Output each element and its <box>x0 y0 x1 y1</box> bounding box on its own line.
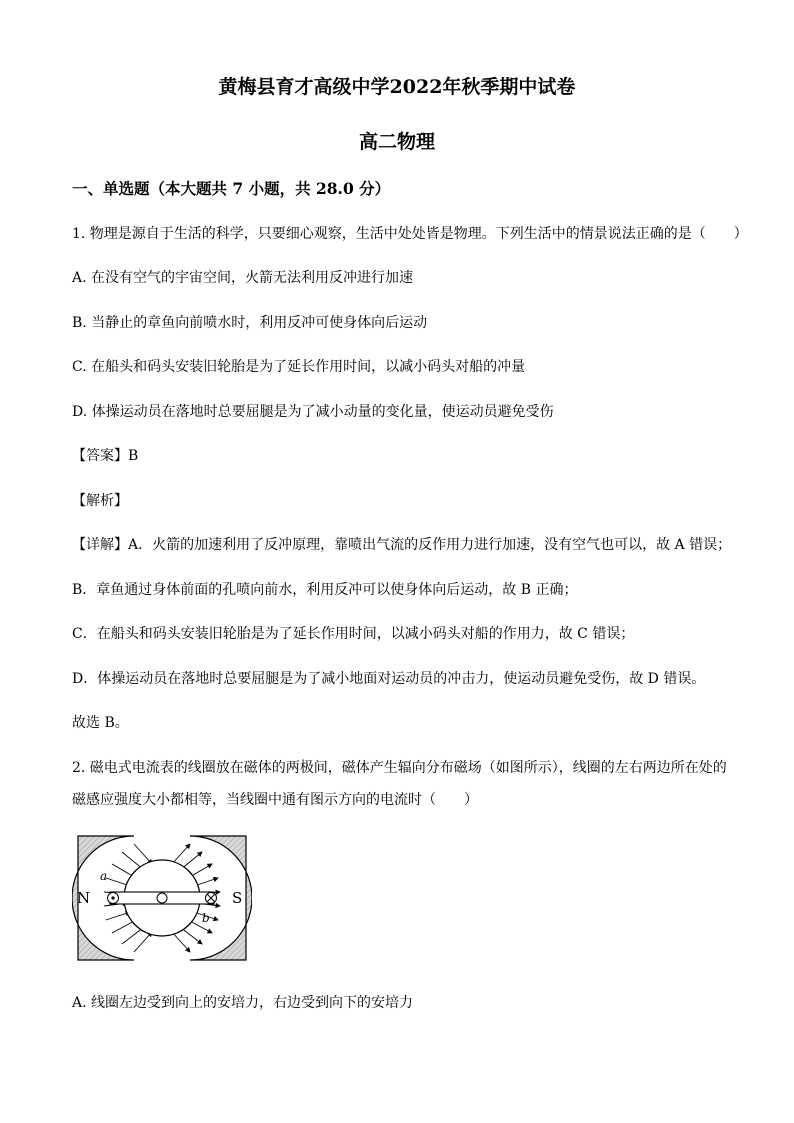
galvanometer-figure <box>72 830 252 966</box>
answer-label: 【答案】 <box>72 448 128 464</box>
q1-option-c: C. 在船头和码头安装旧轮胎是为了延长作用时间，以减小码头对船的冲量 <box>72 359 526 375</box>
coil-side-b-label: b <box>202 911 210 925</box>
axle <box>157 893 167 903</box>
q1-answer <box>72 445 138 465</box>
answer-value: B <box>128 448 139 464</box>
detail-line-a: A．火箭的加速利用了反冲原理，靠喷出气流的反作用力进行加速，没有空气也可以，故 A 错误； <box>128 537 732 553</box>
q1-option-a: A. 在没有空气的宇宙空间，火箭无法利用反冲进行加速 <box>72 270 414 286</box>
subject-title: 高二物理 <box>358 131 435 153</box>
section-heading: 一、单选题（本大题共 7 小题，共 28.0 分） <box>72 179 391 198</box>
q2-option-a: A. 线圈左边受到向上的安培力，右边受到向下的安培力 <box>72 995 414 1011</box>
q1-detail-c: C．在船头和码头安装旧轮胎是为了延长作用时间，以减小码头对船的作用力，故 C 错误； <box>72 626 635 642</box>
q1-detail-a <box>72 534 731 554</box>
coil-side-a-label: a <box>100 869 108 883</box>
q1-detail-b: B．章鱼通过身体前面的孔喷向前水，利用反冲可以使身体向后运动，故 B 正确； <box>72 582 578 598</box>
q2-stem-line2: 磁感应强度大小都相等，当线圈中通有图示方向的电流时（ ） <box>72 792 478 808</box>
q1-detail-d: D．体操运动员在落地时总要屈腿是为了减小地面对运动员的冲击力，使运动员避免受伤，故 D 错误。 <box>72 671 706 687</box>
q1-option-d: D. 体操运动员在落地时总要屈腿是为了减小动量的变化量，使运动员避免受伤 <box>72 404 554 420</box>
q2-stem-line1: 2. 磁电式电流表的线圈放在磁体的两极间，磁体产生辐向分布磁场（如图所示），线圈的左右两边所在处的 <box>72 760 727 776</box>
q1-conclusion: 故选 B。 <box>72 715 129 731</box>
q1-stem: 1. 物理是源自于生活的科学，只要细心观察，生活中处处皆是物理。下列生活中的情景说法正确的是（ ） <box>72 226 748 242</box>
pole-n-label: N <box>77 889 91 907</box>
pole-s-label: S <box>232 889 243 907</box>
detail-label: 【详解】 <box>72 537 128 553</box>
q1-option-b: B. 当静止的章鱼向前喷水时，利用反冲可使身体向后运动 <box>72 315 428 331</box>
q1-analysis-label: 【解析】 <box>72 493 128 509</box>
school-title: 黄梅县育才高级中学2022年秋季期中试卷 <box>218 76 576 98</box>
